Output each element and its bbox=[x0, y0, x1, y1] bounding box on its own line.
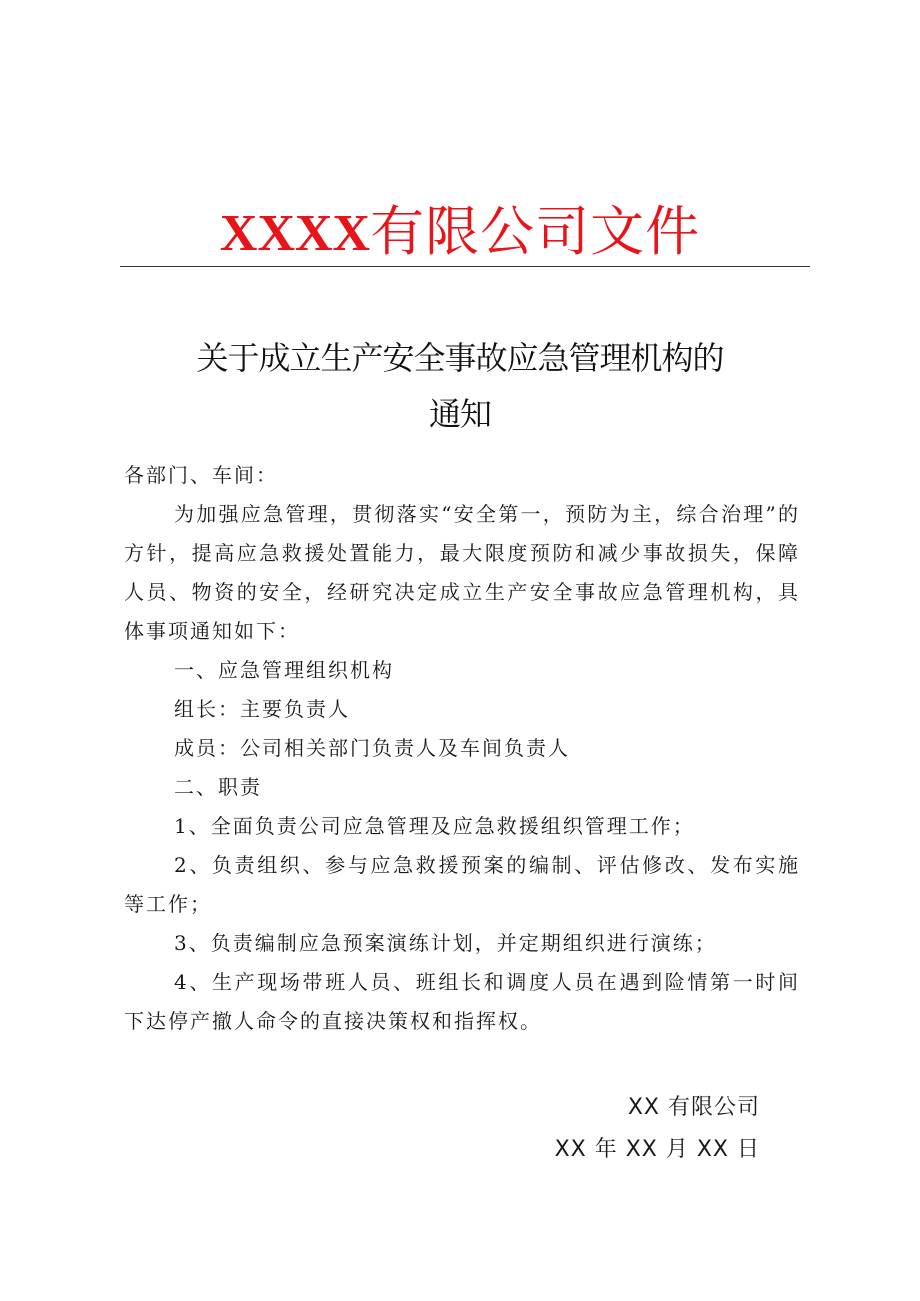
section-2-heading: 二、职责 bbox=[174, 775, 262, 799]
masthead-divider bbox=[120, 266, 810, 267]
leader-line: 组长：主要负责人 bbox=[174, 697, 350, 721]
signature-date: XX 年 XX 月 XX 日 bbox=[554, 1137, 760, 1162]
duty-item-3: 3、负责编制应急预案演练计划，并定期组织进行演练； bbox=[174, 931, 717, 955]
masthead-company-placeholder: XXXX bbox=[219, 205, 371, 262]
section-1-heading: 一、应急管理组织机构 bbox=[174, 658, 394, 682]
notice-title bbox=[0, 330, 920, 442]
duty-item-4: 4、生产现场带班人员、班组长和调度人员在遇到险情第一时间下达停产撤人命令的直接决策权和指挥权。 bbox=[124, 970, 800, 1033]
salutation: 各部门、车间： bbox=[124, 463, 278, 487]
masthead-title bbox=[0, 196, 920, 270]
signature-company: XX 有限公司 bbox=[627, 1095, 760, 1120]
notice-body bbox=[124, 456, 800, 1041]
members-line: 成员：公司相关部门负责人及车间负责人 bbox=[174, 736, 570, 760]
intro-paragraph: 为加强应急管理，贯彻落实“安全第一，预防为主，综合治理”的方针，提高应急救援处置能力，最大限度预防和减少事故损失，保障人员、物资的安全，经研究决定成立生产安全事故应急管理机构，具体事项通知如下： bbox=[124, 502, 800, 643]
duty-item-1: 1、全面负责公司应急管理及应急救援组织管理工作； bbox=[174, 814, 695, 838]
notice-title-line-1: 关于成立生产安全事故应急管理机构的 bbox=[196, 339, 724, 377]
duty-item-2: 2、负责组织、参与应急救援预案的编制、评估修改、发布实施等工作； bbox=[124, 853, 800, 916]
notice-title-line-2: 通知 bbox=[428, 395, 491, 433]
masthead-suffix: 有限公司文件 bbox=[370, 200, 701, 263]
